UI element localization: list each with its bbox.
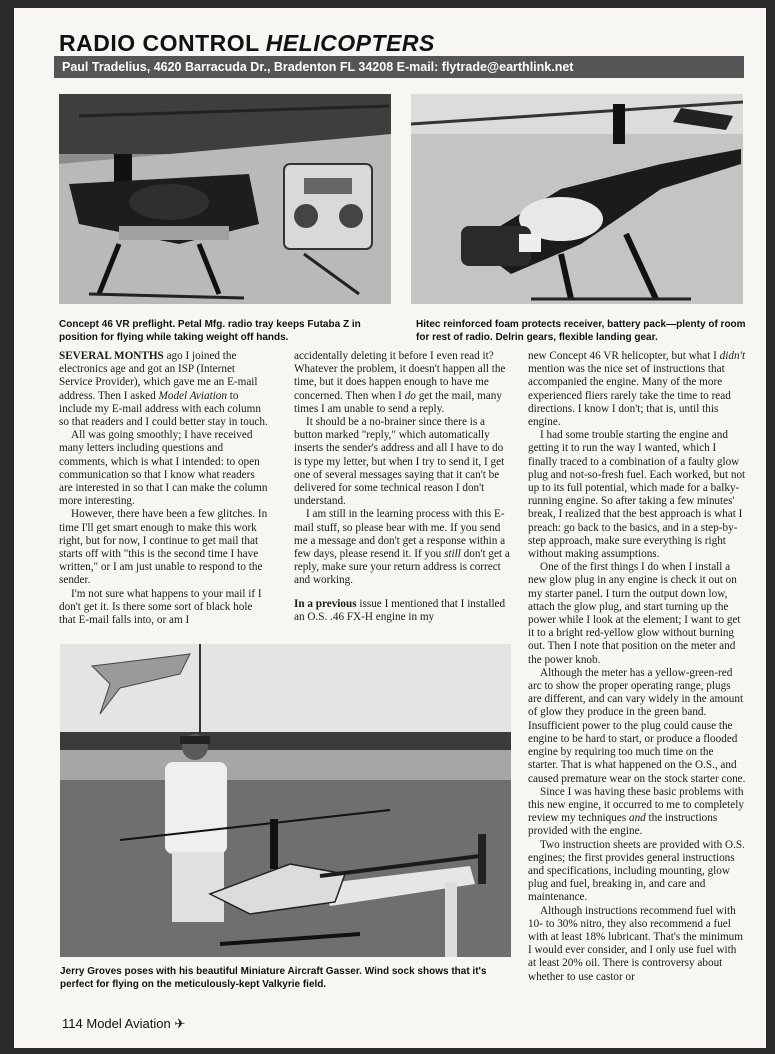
page-footer	[62, 1016, 185, 1032]
paragraph	[528, 786, 746, 839]
airplane-icon: ✈	[174, 1016, 186, 1031]
paragraph: It should be a no-brainer since there is a button marked "reply," which automatically inserts the sender's address and all I have to do is type my letter, but when I try to send it, I get one of several messages saying that it can't be delivered for some technical reason I don't understand.	[294, 416, 505, 508]
paragraph	[528, 350, 746, 429]
photo-jerry-groves	[60, 644, 511, 957]
paragraph: Although instructions recommend fuel with 10- to 30% nitro, they also recommend a fuel with at least 18% lubricant. That's the minimum I would ever consider, and I only use fuel with at least 20% oil. There is controversy about whether to use castor or	[528, 904, 743, 983]
article-column-3	[528, 350, 746, 984]
article-column-1	[59, 350, 271, 627]
paragraph	[59, 350, 271, 429]
lead-in: In a previous	[294, 597, 357, 610]
caption-photo1: Concept 46 VR preflight. Petal Mfg. radio tray keeps Futaba Z in position for flying while taking weight off hands.	[59, 319, 361, 343]
text-run: accidentally deleting it before I even read it? Whatever the problem, it doesn't happen all the time, but it does happen enough to have me concerned. Then when I	[294, 350, 506, 402]
paragraph: All was going smoothly; I have received many letters including questions and comments, which is what I intended: to open communication so that I know what readers are interested in so that I can make the column more interesting.	[59, 429, 268, 508]
page-title	[59, 30, 435, 57]
paragraph: However, there have been a few glitches. In time I'll get smart enough to make this work right, but for now, I continue to get mail that starts off with "this is the second time I have written," or I am just unable to respond to the sender.	[59, 508, 268, 587]
paragraph: Although the meter has a yellow-green-red arc to show the proper operating range, plugs are different, and can vary widely in the amount of glow they produce in the green band. Insufficient power to the plug could cause the engine to be hard to start, or produce a flooded engine by requiring too much time on the starter. That is what happened on the O.S., and caused premature wear on the stock starter cone.	[528, 666, 746, 785]
caption-photo3: Jerry Groves poses with his beautiful Miniature Aircraft Gasser. Wind sock shows that it's perfect for flying on the meticulously-kept Valkyrie field.	[60, 966, 487, 990]
text-run: don't get a reply, make sure your return address is correct and working.	[294, 548, 510, 587]
emphasis: do	[404, 389, 416, 402]
article-column-2	[294, 350, 512, 624]
emphasis: and	[628, 812, 646, 825]
text-run: get the mail, many times I am unable to send a reply.	[294, 389, 502, 415]
paragraph	[294, 598, 512, 624]
magazine-page	[14, 8, 766, 1048]
emphasis: didn't	[719, 350, 746, 362]
text-run: to include my E-mail address with each column so that readers and I could better stay in touch.	[59, 389, 268, 429]
text-run: issue I mentioned that I installed an O.S. .46 FX-H engine in my	[294, 597, 506, 623]
title-italic: HELICOPTERS	[265, 30, 435, 56]
emphasis: still	[444, 548, 461, 561]
caption-photo2: Hitec reinforced foam protects receiver, battery pack—plenty of room for rest of radio. Delrin gears, flexible landing gear.	[416, 319, 746, 343]
photo-preflight	[59, 94, 391, 304]
paragraph: Two instruction sheets are provided with O.S. engines; the first provides general instructions and specifications, including mounting, glow plug and fuel, breaking in, and care and maintenance.	[528, 838, 745, 904]
page-number: 114	[62, 1016, 83, 1031]
magazine-name: Model Aviation	[86, 1016, 171, 1031]
paragraph	[294, 508, 512, 587]
photo-receiver-foam	[411, 94, 743, 304]
author-byline: Paul Tradelius, 4620 Barracuda Dr., Bradenton FL 34208 E-mail: flytrade@earthlink.net	[54, 56, 744, 78]
emphasis: Model Aviation	[158, 389, 227, 402]
title-plain: RADIO CONTROL	[59, 30, 260, 56]
text-run: ago I joined the electronics age and got an ISP (Internet Service Provider), which gave me an E-mail address. Then I asked	[59, 350, 258, 402]
text-run: I am still in the learning process with this E-mail stuff, so please bear with me. If you send me a message and don't get a response within a few days, please resend it. If you	[294, 508, 506, 561]
lead-in: SEVERAL MONTHS	[59, 350, 164, 362]
paragraph: I had some trouble starting the engine and getting it to run the way I wanted, which I finally traced to a combination of a faulty glow plug and not-so-fresh fuel. Each worked, but not up to its full potential, which made for a balky-running engine. So after taking a few minutes' break, I realized that the best approach is what I preach: go back to the basics, and in a step-by-step approach, make sure everything is right without making assumptions.	[528, 429, 746, 561]
paragraph: I'm not sure what happens to your mail if I don't get it. Is there some sort of black hole that E-mail falls into, or am I	[59, 587, 262, 627]
paragraph: One of the first things I do when I install a new glow plug in any engine is check it out on my starter panel. I turn the output down low, attach the glow plug, and start turning up the power while I look at the element; I want to get it to a bright red-yellow glow without burning out. Then I note that position on the meter and the power knob.	[528, 561, 741, 666]
text-run: the instructions provided with the engine.	[528, 812, 718, 838]
text-run: mention was the nice set of instructions that accompanied the engine. Many of the more experienced fliers rarely take the time to read directions. I know I don't; that is, until this engine.	[528, 363, 731, 429]
paragraph	[294, 350, 512, 416]
text-run: Since I was having these basic problems with this new engine, it occurred to me to completely review my techniques	[528, 785, 744, 825]
text-run: new Concept 46 VR helicopter, but what I	[528, 350, 720, 362]
